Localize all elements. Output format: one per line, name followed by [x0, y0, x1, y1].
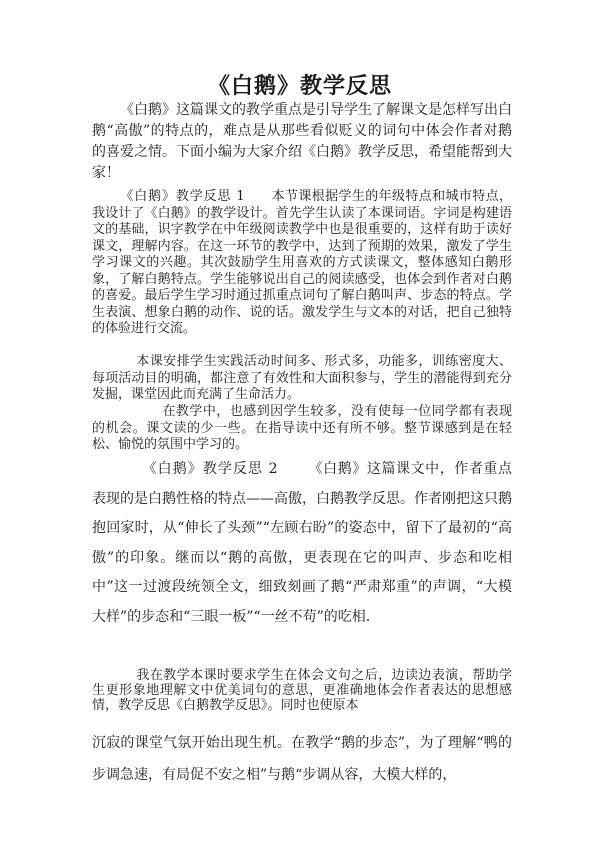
intro-paragraph [92, 100, 512, 184]
intro-text: 《白鹅》这篇课文的教学重点是引导学生了解课文是怎样写出白鹅“高傲”的特点的，难点是从那些看似贬义的词句中体会作者对鹅的喜爱之情。下面小编为大家介绍《白鹅》教学反思，希望能帮到大家！ [92, 102, 512, 181]
section2-heading: 《白鹅》教学反思 2 [142, 461, 279, 477]
section1-paragraph-1 [92, 189, 512, 338]
section1-text-3: 在教学中，也感到因学生较多，没有使每一位同学都有表现的机会。课文读的少一些。在指导读中还有所不够。整节课感到是在轻松、愉悦的氛围中学习的。 [92, 404, 512, 452]
section1-paragraph-2 [92, 354, 512, 404]
section2-text: 《白鹅》这篇课文中，作者重点表现的是白鹅性格的特点——高傲，白鹅教学反思。作者刚把这只鹅抱回家时，从“伸长了头颈”“左顾右盼”的姿态中，留下了最初的“高傲”的印象。继而以“鹅的高傲，更表现在它的叫声、步态和吃相中”这一过渡段统领全文，细致刻画了鹅“严肃郑重”的声调，“大模大样”的步态和“三眼一板”“一丝不苟”的吃相. [92, 461, 513, 625]
section3-paragraph-1 [92, 668, 512, 713]
section1-text-1: 本节课根据学生的年级特点和城市特点，我设计了《白鹅》的教学设计。首先学生认读了本课词语。字词是构建语文的基础，识字教学在中年级阅读教学中也是很重要的，这样有助于读好课文，理解内容。在这一环节的教学中，达到了预期的效果，激发了学生学习课文的兴趣。其次鼓励学生用喜欢的方式读课文，整体感知白鹅形象，了解白鹅特点。学生能够说出自己的阅读感受，也体会到作者对白鹅的喜爱。最后学生学习时通过抓重点词句了解白鹅叫声、步态的特点。学生表演、想象白鹅的动作、说的话。激发学生与文本的对话，把自己独特的体验进行交流。 [92, 189, 512, 336]
section3-paragraph-2 [92, 727, 512, 791]
document-title: 《白鹅》教学反思 [207, 73, 392, 99]
section1-text-2: 本课安排学生实践活动时间多、形式多，功能多，训练密度大、每项活动目的明确，都注意了有效性和大面积参与，学生的潜能得到充分发掘，课堂因此而充满了生命活力。 [92, 354, 512, 402]
section2-paragraph [92, 455, 512, 632]
section3-text-2: 沉寂的课堂气氛开始出现生机。在教学“鹅的步态”，为了理解“鸭的步调急速，有局促不安之相”与鹅“步调从容，大模大样的， [92, 735, 512, 783]
section1-paragraph-3 [92, 404, 512, 454]
section1-heading: 《白鹅》教学反思 1 [120, 189, 246, 204]
section3-text-1: 我在教学本课时要求学生在体会文句之后，边读边表演，帮助学生更形象地理解文中优美词句的意思，更准确地体会作者表达的思想感情，教学反思《白鹅教学反思》。同时也使原本 [92, 668, 512, 713]
